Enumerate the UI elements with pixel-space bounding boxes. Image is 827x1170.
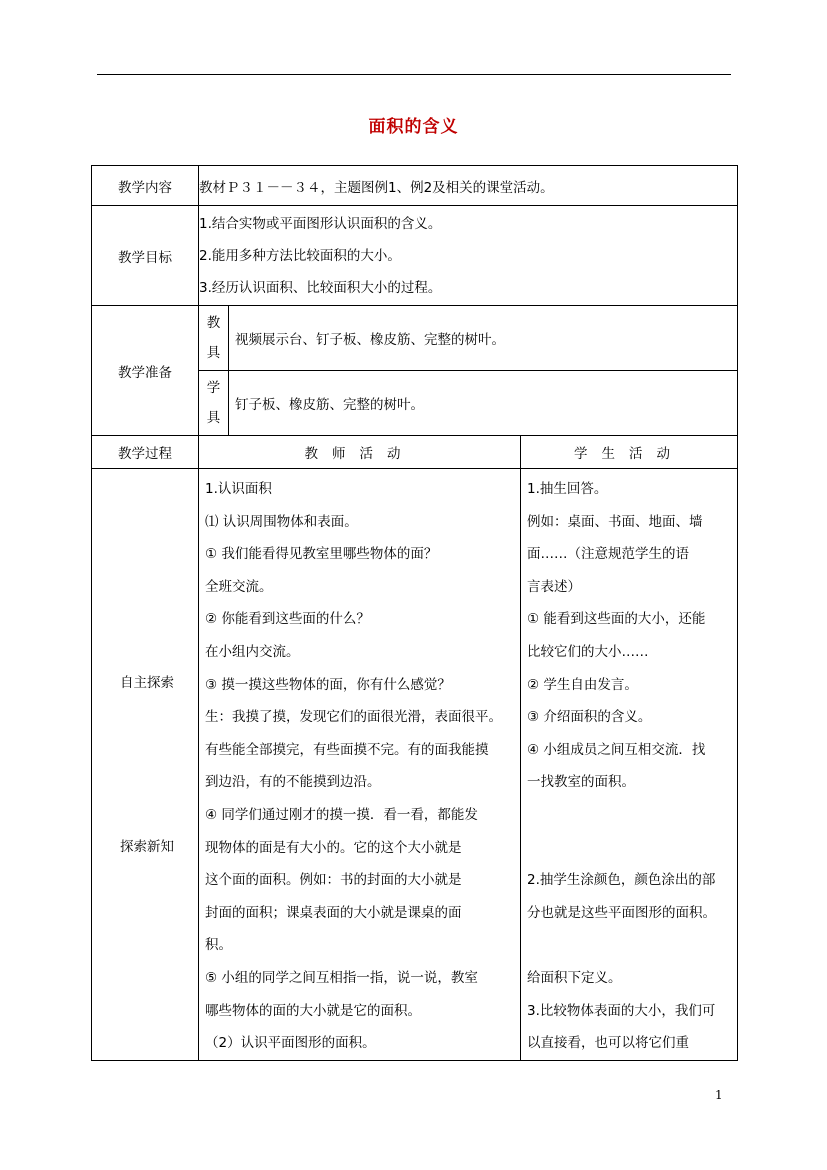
row-objectives (92, 206, 738, 306)
activity-line: 积。 (205, 937, 232, 954)
activity-line: 生：我摸了摸，发现它们的面很光滑，表面很平。 (205, 709, 502, 726)
row-process-header (92, 436, 738, 469)
label-process: 教学过程 (92, 436, 199, 469)
activity-line: ① 我们能看得见教室里哪些物体的面？ (205, 546, 438, 563)
objectives-list (199, 206, 738, 306)
student-tools-label (199, 371, 229, 436)
activity-line: 1.抽生回答。 (527, 481, 608, 497)
student-tools-text: 钉子板、橡皮筋、完整的树叶。 (229, 371, 738, 436)
activity-line: 在小组内交流。 (205, 643, 300, 660)
activity-line: 例如：桌面、书面、地面、墙 (527, 513, 703, 530)
label-content: 教学内容 (92, 166, 199, 206)
activity-line: 1.认识面积 (205, 481, 272, 497)
activity-line: 现物体的面是有大小的。它的这个大小就是 (205, 839, 462, 856)
objective-item: 3.经历认识面积、比较面积大小的过程。 (199, 279, 442, 296)
student-activity-lines (521, 469, 737, 1060)
activity-line: ③ 摸一摸这些物体的面，你有什么感觉？ (205, 676, 451, 693)
activity-line (527, 929, 731, 962)
activity-line (527, 799, 731, 832)
activity-line: ⑤ 小组的同学之间互相指一指，说一说，教室 (205, 969, 478, 986)
activity-line: 面……（注意规范学生的语 (527, 546, 689, 563)
activity-line: ① 能看到这些面的大小，还能 (527, 611, 706, 628)
header-rule (97, 74, 731, 75)
objective-item: 2.能用多种方法比较面积的大小。 (199, 247, 401, 264)
activity-line: 言表述） (527, 578, 581, 595)
activity-line: ⑴ 认识周围物体和表面。 (205, 513, 358, 530)
row-prep-teacher (92, 306, 738, 371)
page-title: 面积的含义 (368, 117, 459, 137)
activity-line: ④ 同学们通过刚才的摸一摸．看一看，都能发 (205, 806, 478, 823)
activity-line: （2）认识平面图形的面积。 (205, 1035, 376, 1052)
activity-line: ③ 介绍面积的含义。 (527, 709, 652, 726)
label-preparation: 教学准备 (92, 306, 199, 436)
activity-line: ② 学生自由发言。 (527, 676, 638, 693)
objective-item: 1.结合实物或平面图形认识面积的含义。 (199, 215, 442, 232)
student-activity-cell (521, 469, 738, 1061)
lesson-plan-table (91, 165, 738, 1061)
student-activity-header: 学生活动 (521, 436, 738, 469)
teacher-tools-label-1: 教 (206, 315, 221, 331)
activity-line: 2.抽学生涂颜色，颜色涂出的部 (527, 872, 716, 889)
page-number: 1 (715, 1088, 723, 1102)
student-tools-label-1: 学 (206, 380, 221, 396)
activity-line: 封面的面积；课桌表面的大小就是课桌的面 (205, 904, 462, 921)
teacher-activity-cell (199, 469, 521, 1061)
content-text: 教材Ｐ３１－－３４，主题图例1、例2及相关的课堂活动。 (199, 166, 738, 206)
label-objectives: 教学目标 (92, 206, 199, 306)
stage-new-knowledge: 探索新知 (120, 839, 174, 855)
activity-line: 全班交流。 (205, 578, 273, 595)
teacher-activity-lines (199, 469, 520, 1060)
teacher-tools-label-2: 具 (206, 345, 221, 361)
row-process-body (92, 469, 738, 1061)
activity-line: 比较它们的大小…… (527, 643, 649, 660)
activity-line: 这个面的面积。例如：书的封面的大小就是 (205, 872, 462, 889)
activity-line: 3.比较物体表面的大小，我们可 (527, 1002, 716, 1019)
teacher-activity-header: 教师活动 (199, 436, 521, 469)
activity-line: 分也就是这些平面图形的面积。 (527, 904, 716, 921)
student-tools-label-2: 具 (206, 410, 221, 426)
activity-line (527, 832, 731, 865)
activity-line: 以直接看，也可以将它们重 (527, 1035, 689, 1052)
activity-line: ④ 小组成员之间互相交流．找 (527, 741, 706, 758)
activity-line: 哪些物体的面的大小就是它的面积。 (205, 1002, 421, 1019)
activity-line: 到边沿，有的不能摸到边沿。 (205, 774, 381, 791)
stage-self-explore: 自主探索 (120, 675, 174, 691)
process-stage-cell (92, 469, 199, 1061)
row-content (92, 166, 738, 206)
teacher-tools-text: 视频展示台、钉子板、橡皮筋、完整的树叶。 (229, 306, 738, 371)
activity-line: 给面积下定义。 (527, 969, 622, 986)
activity-line: 有些能全部摸完，有些面摸不完。有的面我能摸 (205, 741, 489, 758)
teacher-tools-label (199, 306, 229, 371)
activity-line: 一找教室的面积。 (527, 774, 635, 791)
activity-line: ② 你能看到这些面的什么？ (205, 611, 370, 628)
